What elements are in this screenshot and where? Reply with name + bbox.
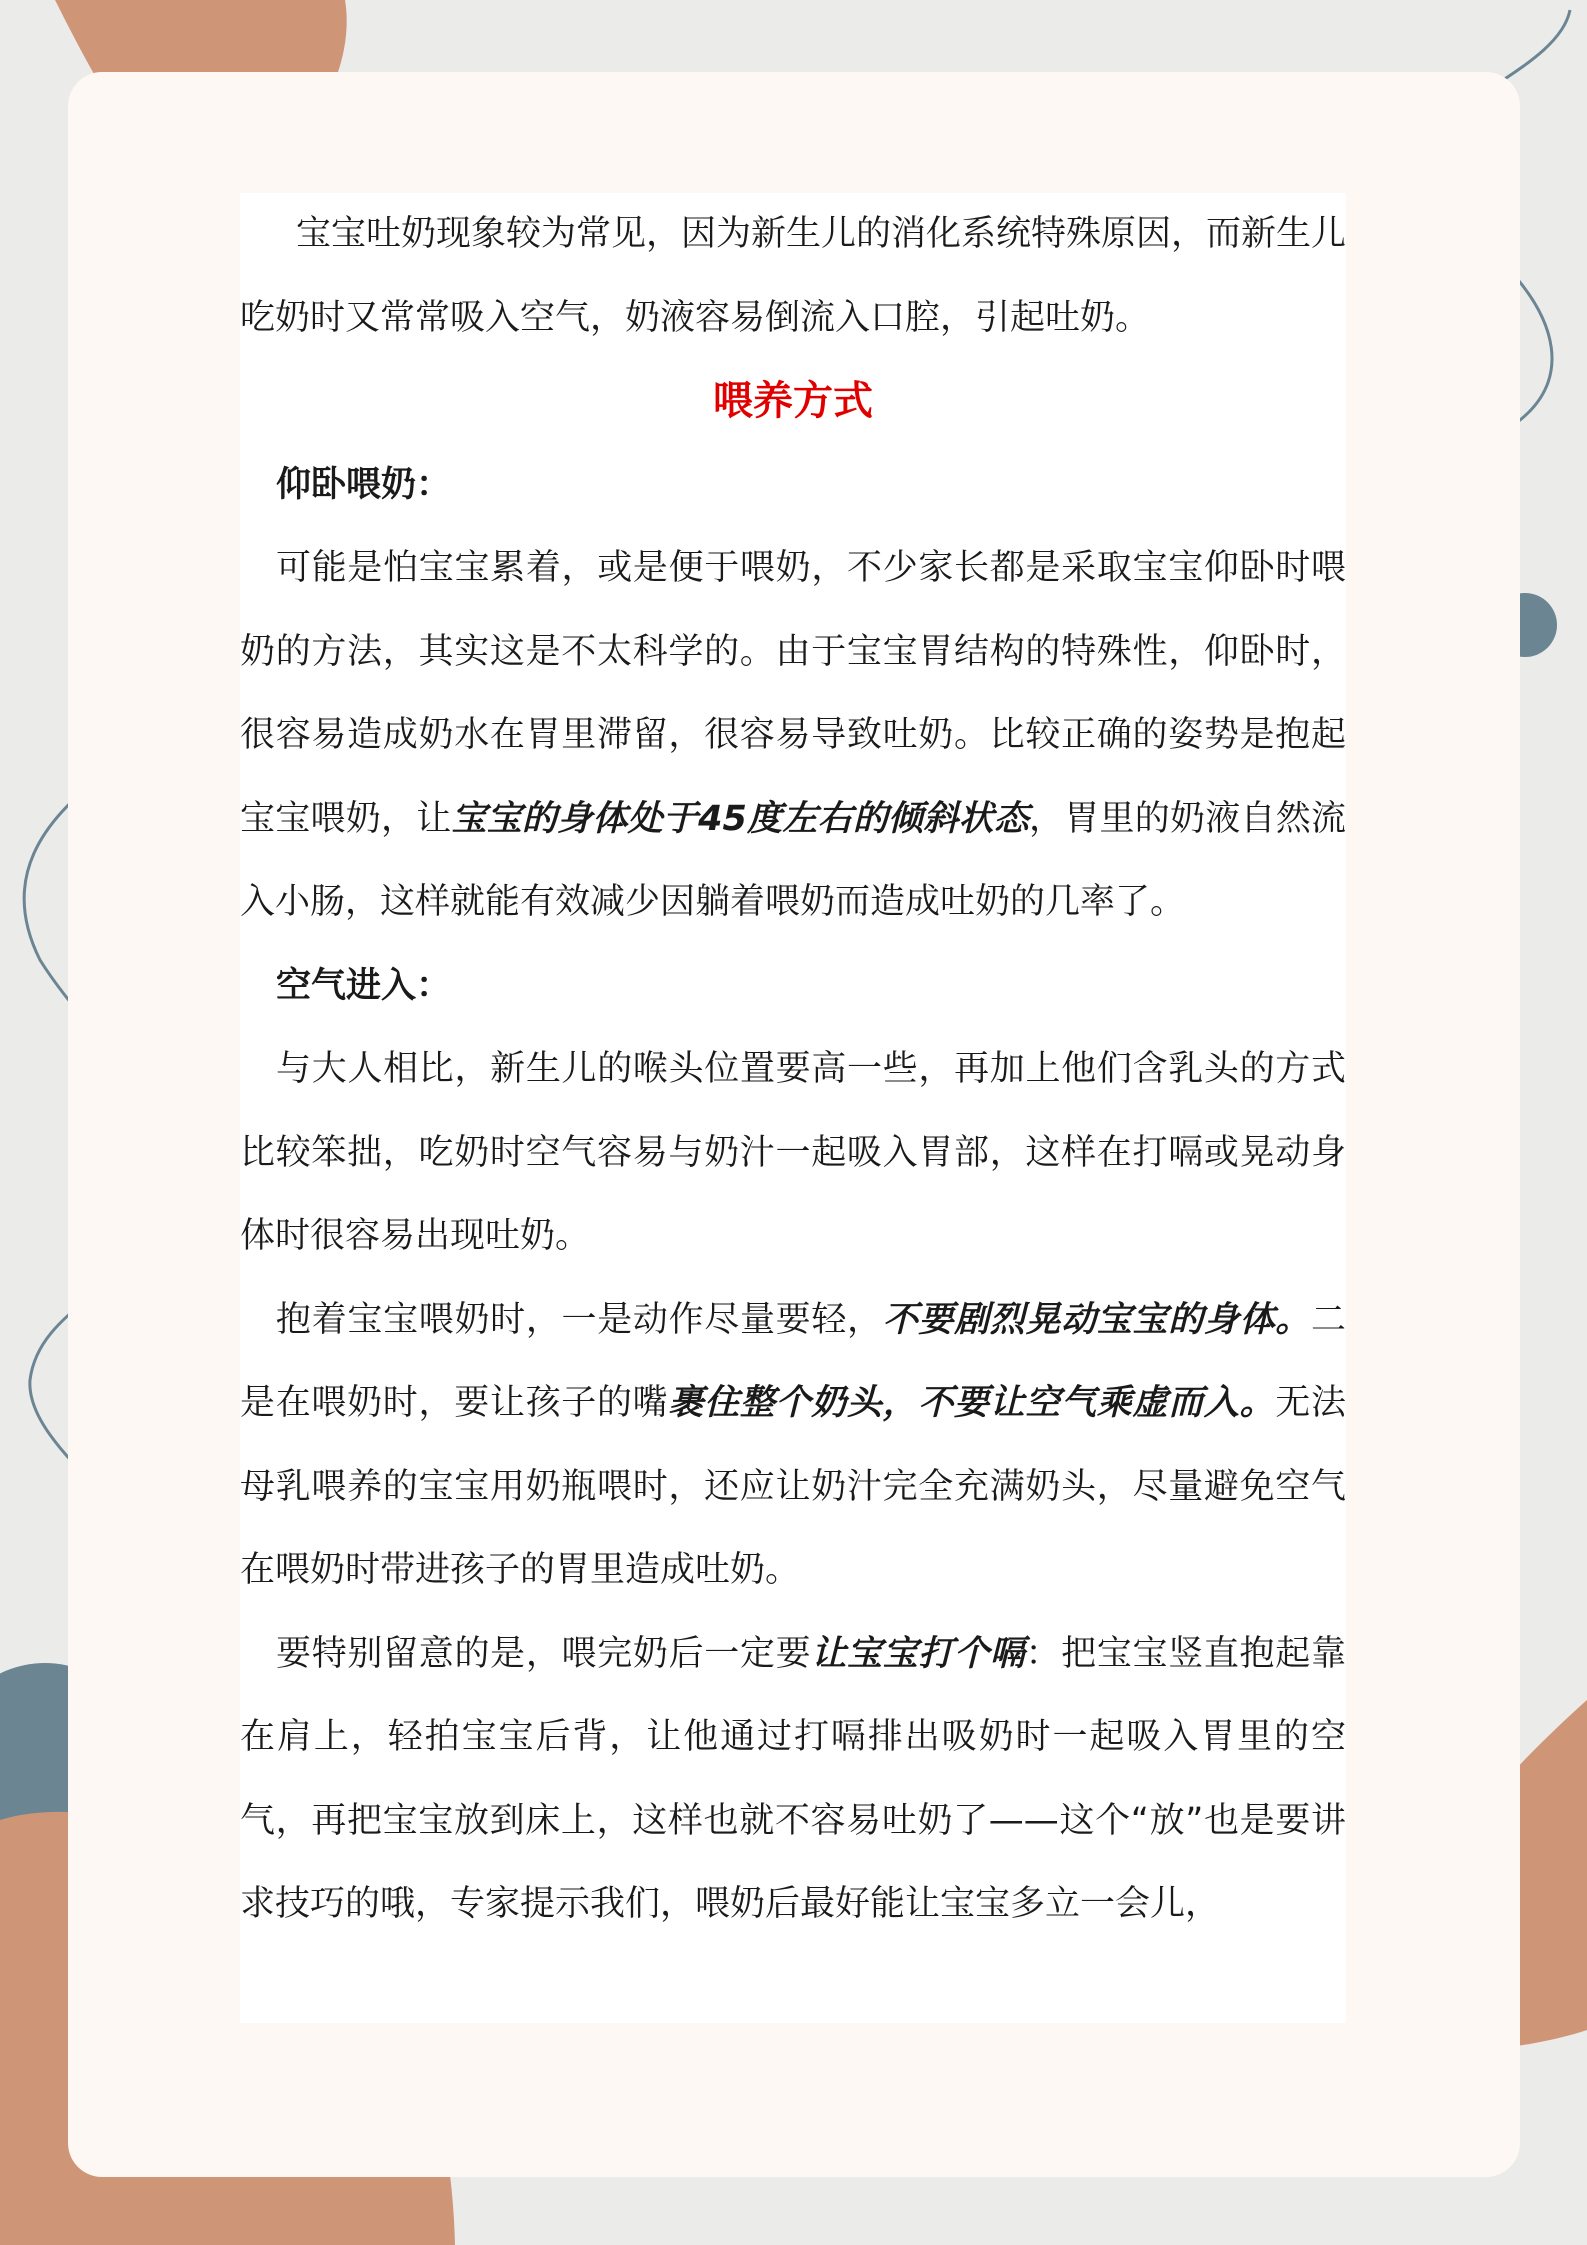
emphasis-text: 裹住整个奶头，不要让空气乘虚而入。: [668, 1383, 1276, 1423]
text-run: ：把宝宝竖直抱起靠在肩上，轻拍宝宝后背，让他通过打嗝排出吸奶时一起吸入胃里的空气，再把宝宝放到床上，这样也就不容易吐奶了——这个“放”也是要讲求技巧的哦，专家提示我们，喂奶后最好能让宝宝多立一会儿，: [240, 1633, 1346, 1924]
text-run: 抱着宝宝喂奶时，一是动作尽量要轻，: [276, 1299, 883, 1340]
emphasis-text: 宝宝的身体处于45度左右的倾斜状态: [451, 798, 1030, 839]
emphasis-text: 不要剧烈晃动宝宝的身体。: [882, 1299, 1311, 1340]
emphasis-text: 让宝宝打个嗝: [811, 1633, 1026, 1674]
text-run: 无法母乳喂养的宝宝用奶瓶喂时，还应让奶汁完全充满奶头，尽量避免空气在喂奶时带进孩子的胃里造成吐奶。: [240, 1383, 1346, 1590]
supine-paragraph: [240, 527, 1346, 945]
section-title: 喂养方式: [713, 378, 873, 424]
text-run: ，胃里的奶液自然流入小肠，这样就能有效减少因躺着喂奶而造成吐奶的几率了。: [240, 798, 1346, 922]
text-run: 可能是怕宝宝累着，或是便于喂奶，不少家长都是采取宝宝仰卧时喂奶的方法，其实这是不太科学的。由于宝宝胃结构的特殊性，仰卧时，很容易造成奶水在胃里滞留，很容易导致吐奶。比较正确的姿势是抱起宝宝喂奶，让: [240, 548, 1346, 839]
air-paragraph-2: [240, 1279, 1346, 1613]
text-run: 二是在喂奶时，要让孩子的嘴: [240, 1299, 1346, 1423]
air-paragraph-3: [240, 1613, 1346, 1947]
air-paragraph-1: 与大人相比，新生儿的喉头位置要高一些，再加上他们含乳头的方式比较笨拙，吃奶时空气容易与奶汁一起吸入胃部，这样在打嗝或晃动身体时很容易出现吐奶。: [240, 1049, 1346, 1256]
text-run: 要特别留意的是，喂完奶后一定要: [276, 1633, 812, 1674]
intro-paragraph: 宝宝吐奶现象较为常见，因为新生儿的消化系统特殊原因，而新生儿吃奶时又常常吸入空气，奶液容易倒流入口腔，引起吐奶。: [240, 214, 1347, 338]
subheading-air-intake: 空气进入：: [276, 965, 452, 1006]
subheading-supine-feeding: 仰卧喂奶：: [276, 464, 452, 505]
article-body: [240, 193, 1346, 2023]
